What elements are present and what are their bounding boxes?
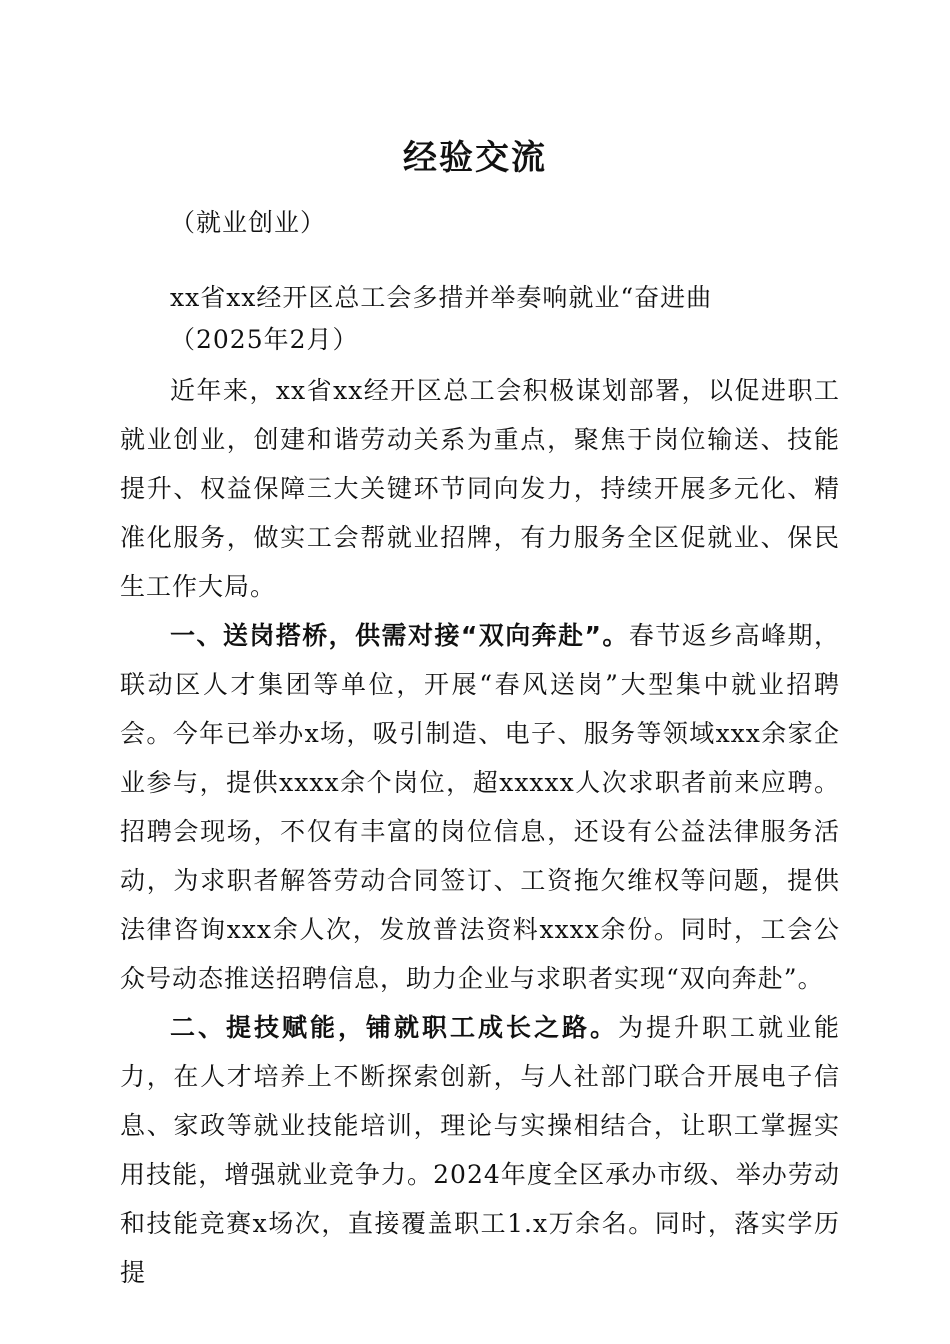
document-date: （2025年2月） <box>170 325 359 354</box>
document-category: （就业创业） <box>170 208 327 237</box>
intro-paragraph: 近年来，xx省xx经开区总工会积极谋划部署，以促进职工就业创业，创建和谐劳动关系为重点，聚焦于岗位输送、技能提升、权益保障三大关键环节同向发力，持续开展多元化、精准化服务，做实工会帮就业招牌，有力服务全区促就业、保民生工作大局。 <box>120 376 840 601</box>
section-paragraph-1 <box>120 611 840 1003</box>
section-text-2: 为提升职工就业能力，在人才培养上不断探索创新，与人社部门联合开展电子信息、家政等就业技能培训，理论与实操相结合，让职工掌握实用技能，增强就业竞争力。2024年度全区承办市级、举办劳动和技能竞赛x场次，直接覆盖职工1.x万余名。同时，落实学历提 <box>120 1013 840 1287</box>
section-text-1: 春节返乡高峰期，联动区人才集团等单位，开展“春风送岗”大型集中就业招聘会。今年已举办x场，吸引制造、电子、服务等领域xxx余家企业参与，提供xxxx余个岗位，超xxxxx人次求职者前来应聘。招聘会现场，不仅有丰富的岗位信息，还设有公益法律服务活动，为求职者解答劳动合同签订、工资拖欠维权等问题，提供法律咨询xxx余人次，发放普法资料xxxx余份。同时，工会公众号动态推送招聘信息，助力企业与求职者实现“双向奔赴”。 <box>120 621 840 993</box>
document-subtitle: xx省xx经开区总工会多措并举奏响就业“奋进曲 <box>170 283 713 312</box>
document-title: 经验交流 <box>403 138 547 178</box>
section-heading-1: 一、送岗搭桥，供需对接“双向奔赴”。 <box>170 621 629 650</box>
section-paragraph-2 <box>120 1003 840 1297</box>
section-heading-2: 二、提技赋能，铺就职工成长之路。 <box>170 1013 618 1042</box>
document-body <box>120 366 840 1297</box>
